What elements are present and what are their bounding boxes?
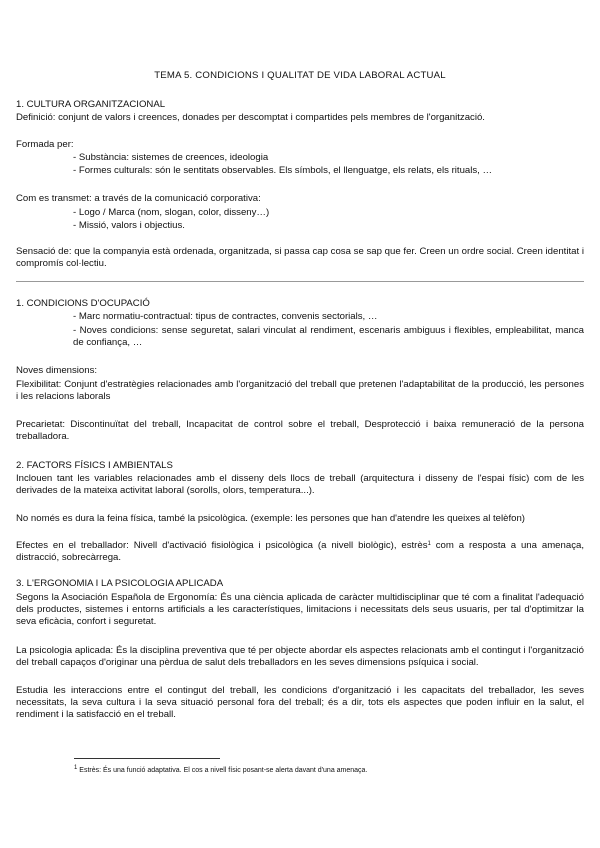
- precarietat-paragraph: Precarietat: Discontinuïtat del treball, Incapacitat de control sobre el treball, Desprotecció i baixa remuneració de la persona treballadora.: [16, 419, 584, 442]
- psicologia-paragraph: La psicologia aplicada: És la disciplina preventiva que té per objecte abordar els aspectes relacionats amb el contingut i l'organització del treball capaços d'originar una pèrdua de salut dels treballadors en les seves dimensions psíquica i social.: [16, 645, 584, 668]
- page-title: TEMA 5. CONDICIONS I QUALITAT DE VIDA LABORAL ACTUAL: [154, 70, 446, 81]
- footnote-ref: 1: [427, 541, 431, 547]
- list-item: - Noves condicions: sense seguretat, salari vinculat al rendiment, escenaris ambiguus i flexibles, empleabilitat, manca de confiança, …: [73, 325, 584, 348]
- ergonomia-paragraph: Segons la Asociación Española de Ergonomía: És una ciència aplicada de caràcter multidisciplinar que té com a finalitat l'adequació dels productes, sistemes i entorns artificials a les característiques, limitacions i necessitats dels seus usuaris, per tal d'optimitzar la seva eficàcia, confort i seguretat.: [16, 592, 584, 627]
- sensacio-paragraph: Sensació de: que la companyia està ordenada, organitzada, si passa cap cosa se sap que fer. Creen un ordre social. Creen identitat i compromís col·lectiu.: [16, 246, 584, 269]
- interaccions-paragraph: Estudia les interaccions entre el contingut del treball, les condicions d'organització i les capacitats del treballador, les seves necessitats, la seva cultura i la seva situació personal fora del treball; és a dir, tots els aspectes que poden influir en la salut, el rendiment i la satisfacció en el treball.: [16, 685, 584, 720]
- psicologica-paragraph: No només es dura la feina física, també la psicològica. (exemple: les persones que han d'atendre les queixes al telèfon): [16, 513, 525, 524]
- formada-label: Formada per:: [16, 139, 74, 150]
- efectes-paragraph: Efectes en el treballador: Nivell d'activació fisiològica i psicològica (a nivell biològic), estrès$^1$ com a resposta a una amenaça, distracció, sobrecàrrega.: [16, 540, 584, 563]
- footnote-divider: [74, 758, 220, 759]
- list-item: - Substància: sistemes de creences, ideologia: [73, 152, 269, 163]
- section-divider: [16, 281, 584, 282]
- transmet-label: Com es transmet: a través de la comunicació corporativa:: [16, 193, 261, 204]
- flexibilitat-paragraph: Flexibilitat: Conjunt d'estratègies relacionades amb l'organització del treball que pretenen l'adaptabilitat de la producció, les persones i les relacions laborals: [16, 379, 584, 402]
- factors-paragraph: Inclouen tant les variables relacionades amb el disseny dels llocs de treball (arquitectura i disseny de l'espai físic) com de les derivades de la mateixa activitat laboral (sorolls, olors, temperatura...).: [16, 473, 584, 496]
- definicio-paragraph: Definició: conjunt de valors i creences, donades per descomptat i compartides pels membres de l'organització.: [16, 112, 485, 123]
- list-item: - Formes culturals: són le sentitats observables. Els símbols, el llenguatge, els relats, els rituals, …: [73, 165, 493, 176]
- noves-dimensions-label: Noves dimensions:: [16, 365, 98, 376]
- section-heading-cultura: 1. CULTURA ORGANITZACIONAL: [16, 99, 166, 110]
- section-heading-ocupacio: 1. CONDICIONS D'OCUPACIÓ: [16, 298, 150, 309]
- section-heading-ergonomia: 3. L'ERGONOMIA I LA PSICOLOGIA APLICADA: [16, 578, 224, 589]
- list-item: - Logo / Marca (nom, slogan, color, disseny…): [73, 207, 270, 218]
- footnote: $^1$ Estrès: És una funció adaptativa. El cos a nivell físic posant-se alerta davant d'una amenaça.: [74, 765, 368, 774]
- list-item: - Marc normatiu-contractual: tipus de contractes, convenis sectorials, …: [73, 311, 378, 322]
- list-item: - Missió, valors i objectius.: [73, 220, 185, 231]
- section-heading-factors: 2. FACTORS FÍSICS I AMBIENTALS: [16, 460, 173, 471]
